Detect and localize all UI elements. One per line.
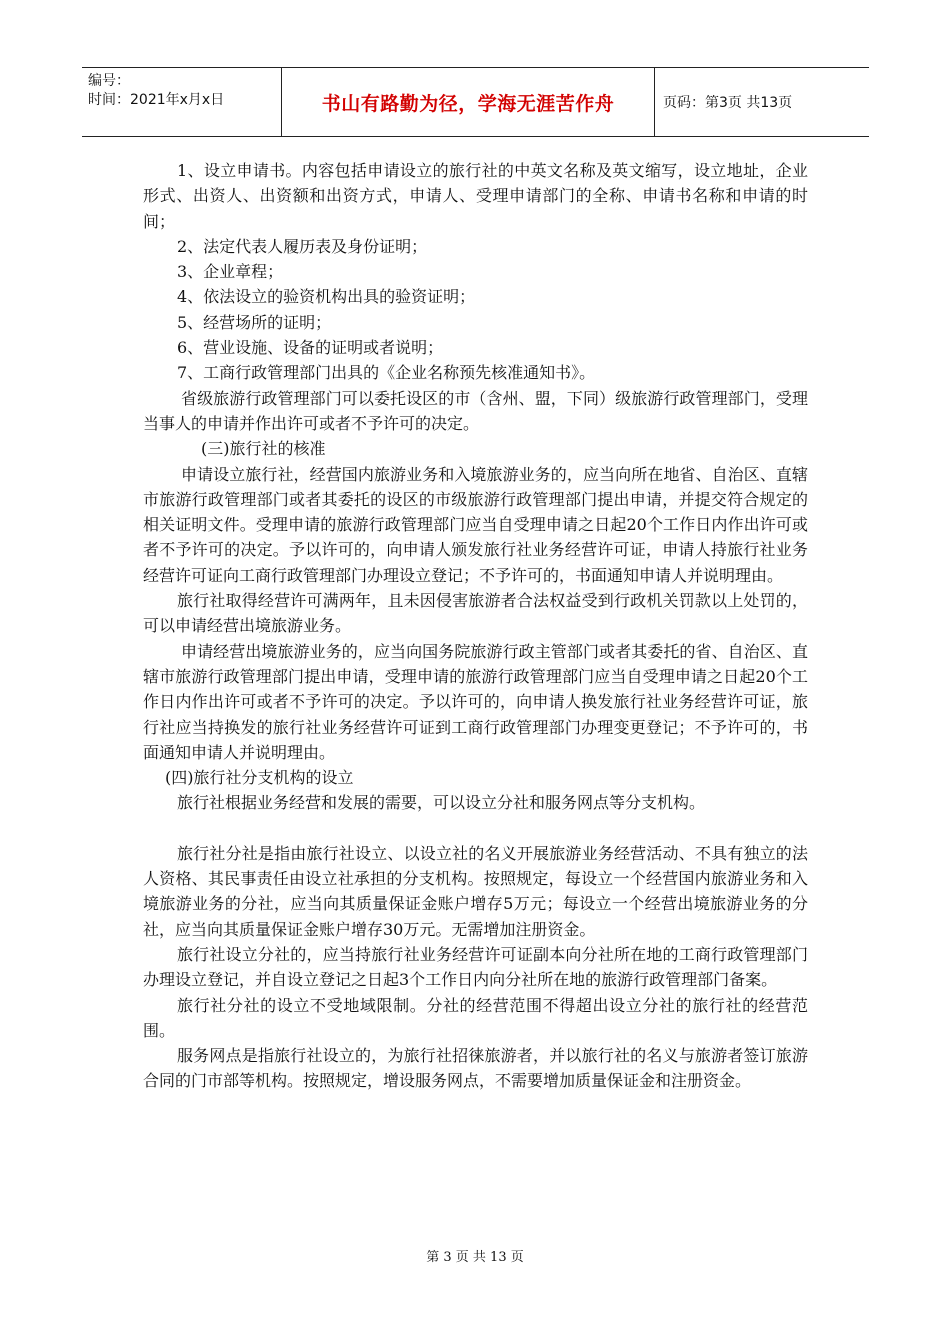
header-page-label: 页码：第3页 共13页 [663, 95, 793, 111]
paragraph-item-5: 5、经营场所的证明； [177, 312, 332, 332]
paragraph-item-2: 2、法定代表人履历表及身份证明； [177, 236, 428, 256]
paragraph-item-4: 4、依法设立的验资机构出具的验资证明； [177, 287, 476, 307]
paragraph-item-6: 6、营业设施、设备的证明或者说明； [177, 338, 444, 358]
paragraph-item-7: 7、工商行政管理部门出具的《企业名称预先核准通知书》。 [177, 363, 596, 383]
blank-line [143, 816, 808, 841]
header-meta [82, 68, 282, 136]
paragraph-branch-definition: 旅行社分社是指由旅行社设立、以设立社的名义开展旅游业务经营活动、不具有独立的法人资格、其民事责任由设立社承担的分支机构。按照规定，每设立一个经营国内旅游业务和入境旅游业务的分社，应当向其质量保证金账户增存5万元；每设立一个经营出境旅游业务的分社，应当向其质量保证金账户增存30万元。无需增加注册资金。 [143, 843, 808, 939]
paragraph-service-outlets: 服务网点是指旅行社设立的，为旅行社招徕旅游者，并以旅行社的名义与旅游者签订旅游合同的门市部等机构。按照规定，增设服务网点，不需要增加质量保证金和注册资金。 [143, 1046, 808, 1091]
paragraph-branch-intro: 旅行社根据业务经营和发展的需要，可以设立分社和服务网点等分支机构。 [177, 793, 706, 813]
document-date-label: 时间：2021年x月x日 [88, 92, 225, 108]
section-heading-branches: (四)旅行社分支机构的设立 [165, 768, 354, 788]
document-code-label: 编号： [88, 73, 130, 89]
paragraph-branch-scope: 旅行社分社的设立不受地域限制。分社的经营范围不得超出设立分社的旅行社的经营范围。 [143, 995, 808, 1040]
document-body [143, 158, 808, 1094]
paragraph-delegation: 省级旅游行政管理部门可以委托设区的市（含州、盟，下同）级旅游行政管理部门，受理当事人的申请并作出许可或者不予许可的决定。 [143, 388, 808, 433]
paragraph-two-years: 旅行社取得经营许可满两年，且未因侵害旅游者合法权益受到行政机关罚款以上处罚的，可以申请经营出境旅游业务。 [143, 591, 808, 636]
page-footer: 第 3 页 共 13 页 [426, 1250, 524, 1265]
paragraph-branch-registration: 旅行社设立分社的，应当持旅行社业务经营许可证副本向分社所在地的工商行政管理部门办理设立登记，并自设立登记之日起3个工作日内向分社所在地的旅游行政管理部门备案。 [143, 944, 808, 990]
paragraph-item-3: 3、企业章程； [177, 262, 284, 282]
section-heading-approval: (三)旅行社的核准 [201, 439, 326, 459]
page-header [82, 67, 869, 137]
paragraph-domestic-application: 申请设立旅行社，经营国内旅游业务和入境旅游业务的，应当向所在地省、自治区、直辖市旅游行政管理部门或者其委托的设区的市级旅游行政管理部门提出申请，并提交符合规定的相关证明文件。受理申请的旅游行政管理部门应当自受理申请之日起20个工作日内作出许可或者不予许可的决定。予以许可的，向申请人颁发旅行社业务经营许可证，申请人持旅行社业务经营许可证向工商行政管理部门办理设立登记；不予许可的，书面通知申请人并说明理由。 [143, 464, 808, 585]
paragraph-item-1: 1、设立申请书。内容包括申请设立的旅行社的中英文名称及英文缩写，设立地址，企业形式、出资人、出资额和出资方式，申请人、受理申请部门的全称、申请书名称和申请的时间； [143, 161, 808, 231]
paragraph-outbound-application: 申请经营出境旅游业务的，应当向国务院旅游行政主管部门或者其委托的省、自治区、直辖市旅游行政管理部门提出申请，受理申请的旅游行政管理部门应当自受理申请之日起20个工作日内作出许可或者不予许可的决定。予以许可的，向申请人换发旅行社业务经营许可证，旅行社应当持换发的旅行社业务经营许可证到工商行政管理部门办理变更登记；不予许可的，书面通知申请人并说明理由。 [143, 641, 808, 762]
header-motto: 书山有路勤为径，学海无涯苦作舟 [282, 68, 655, 136]
